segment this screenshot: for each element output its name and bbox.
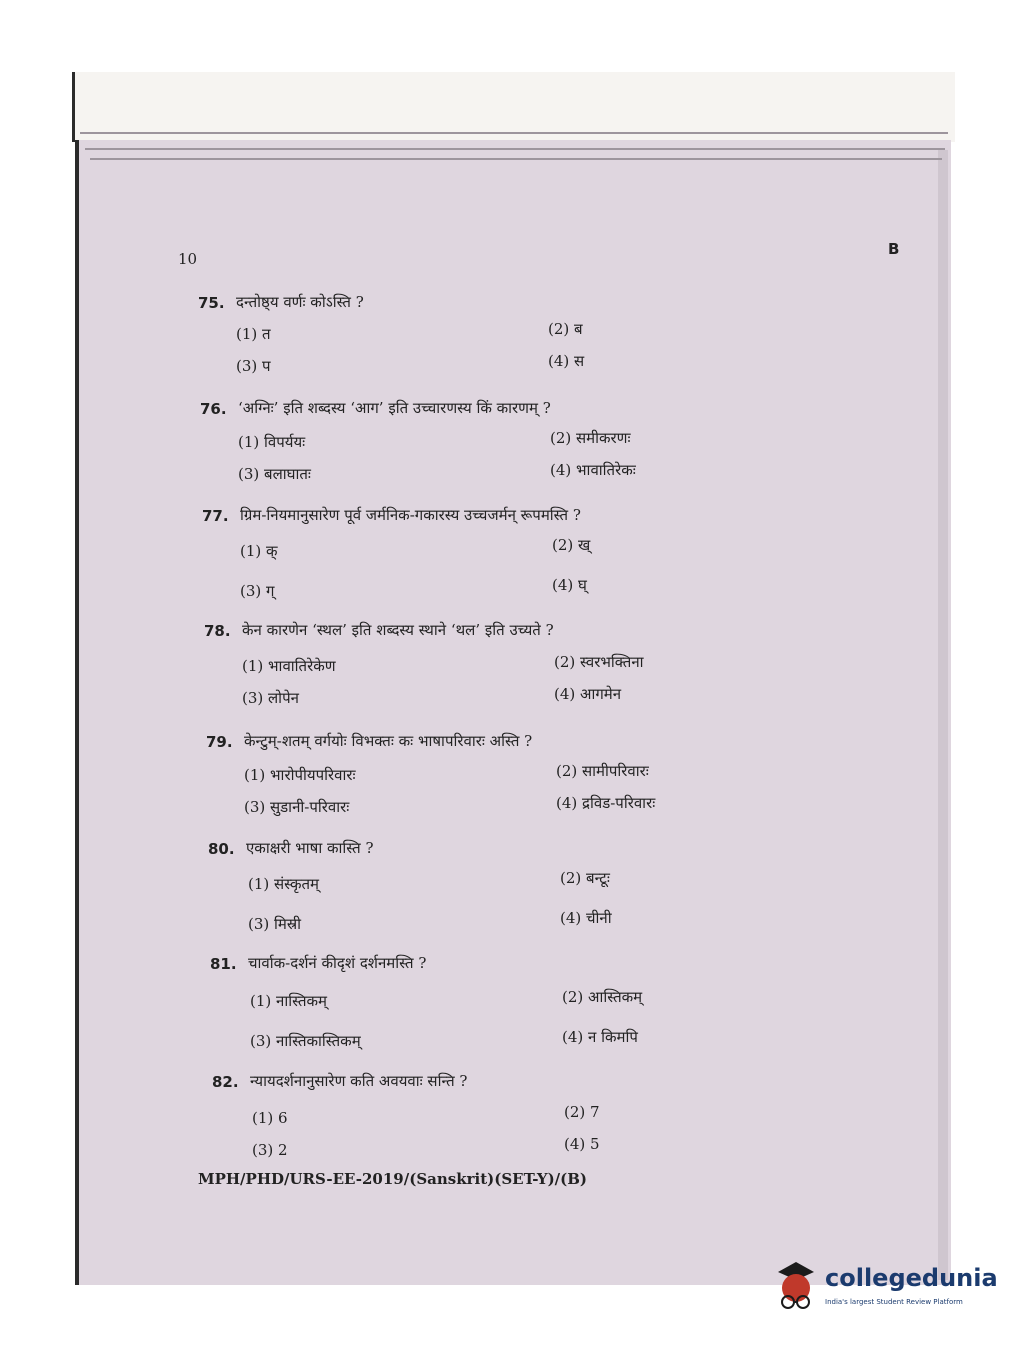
option: (1) भारोपीयपरिवारः bbox=[244, 766, 356, 784]
option: (4) स bbox=[548, 352, 585, 370]
option: (4) भावातिरेकः bbox=[550, 461, 636, 479]
option: (3) ग् bbox=[240, 582, 275, 600]
option: (3) बलाघातः bbox=[238, 465, 311, 483]
option: (3) नास्तिकास्तिकम् bbox=[250, 1032, 361, 1050]
option: (2) समीकरणः bbox=[550, 429, 631, 447]
question-text: ‘अग्निः’ इति शब्दस्य ‘आग’ इति उच्चारणस्य किं कारणम् ? bbox=[238, 399, 551, 417]
option: (2) सामीपरिवारः bbox=[556, 762, 649, 780]
option: (4) चीनी bbox=[560, 909, 612, 927]
question-number: 76. bbox=[200, 400, 227, 418]
option: (2) स्वरभक्तिना bbox=[554, 653, 644, 671]
option: (4) न किमपि bbox=[562, 1028, 638, 1046]
option: (3) लोपेन bbox=[242, 689, 299, 707]
page-edge-line bbox=[85, 148, 945, 150]
option: (3) प bbox=[236, 357, 271, 375]
question-number: 81. bbox=[210, 955, 237, 973]
question-text: केन्टुम्-शतम् वर्गयोः विभक्तः कः भाषापरिवारः अस्ति ? bbox=[244, 732, 533, 750]
set-code: B bbox=[888, 240, 900, 258]
option: (2) बन्टूः bbox=[560, 869, 610, 887]
question-number: 78. bbox=[204, 622, 231, 640]
question-number: 80. bbox=[208, 840, 235, 858]
option: (1) 6 bbox=[252, 1109, 288, 1127]
question-text: दन्तोष्ठ्य वर्णः कोऽस्ति ? bbox=[236, 293, 364, 311]
option: (2) आस्तिकम् bbox=[562, 988, 643, 1006]
question-number: 77. bbox=[202, 507, 229, 525]
option: (2) ब bbox=[548, 320, 583, 338]
option: (3) मिस्री bbox=[248, 915, 302, 933]
collegedunia-logo[interactable] bbox=[770, 1258, 1000, 1318]
option: (2) 7 bbox=[564, 1103, 600, 1121]
option: (2) ख् bbox=[552, 536, 591, 554]
question-text: चार्वाक-दर्शनं कीदृशं दर्शनमस्ति ? bbox=[248, 954, 427, 972]
mascot-icon bbox=[770, 1258, 820, 1318]
option: (1) भावातिरेकेण bbox=[242, 657, 336, 675]
option: (3) 2 bbox=[252, 1141, 288, 1159]
question-number: 82. bbox=[212, 1073, 239, 1091]
question-text: केन कारणेन ‘स्थल’ इति शब्दस्य स्थाने ‘थल’ इति उच्यते ? bbox=[242, 621, 554, 639]
option: (4) घ् bbox=[552, 576, 587, 594]
option: (4) आगमेन bbox=[554, 685, 622, 703]
option: (1) संस्कृतम् bbox=[248, 875, 320, 893]
option: (4) द्रविड-परिवारः bbox=[556, 794, 656, 812]
option: (1) क् bbox=[240, 542, 278, 560]
logo-brand: collegedunia bbox=[825, 1264, 998, 1292]
question-text: न्यायदर्शनानुसारेण कति अवयवाः सन्ति ? bbox=[250, 1072, 468, 1090]
page-edge-line bbox=[80, 132, 948, 134]
question-number: 79. bbox=[206, 733, 233, 751]
option: (1) नास्तिकम् bbox=[250, 992, 327, 1010]
logo-tagline: India's largest Student Review Platform bbox=[825, 1298, 963, 1306]
page-edge-line bbox=[90, 158, 942, 160]
page-edge bbox=[938, 150, 948, 1280]
question-number: 75. bbox=[198, 294, 225, 312]
question-text: एकाक्षरी भाषा कास्ति ? bbox=[246, 839, 374, 857]
question-text: ग्रिम-नियमानुसारेण पूर्व जर्मनिक-गकारस्य उच्चजर्मन् रूपमस्ति ? bbox=[240, 506, 581, 524]
option: (3) सुडानी-परिवारः bbox=[244, 798, 350, 816]
option: (4) 5 bbox=[564, 1135, 600, 1153]
page-number: 10 bbox=[178, 250, 198, 268]
paper-code: MPH/PHD/URS-EE-2019/(Sanskrit)(SET-Y)/(B) bbox=[198, 1170, 588, 1188]
option: (1) त bbox=[236, 325, 271, 343]
option: (1) विपर्ययः bbox=[238, 433, 306, 451]
